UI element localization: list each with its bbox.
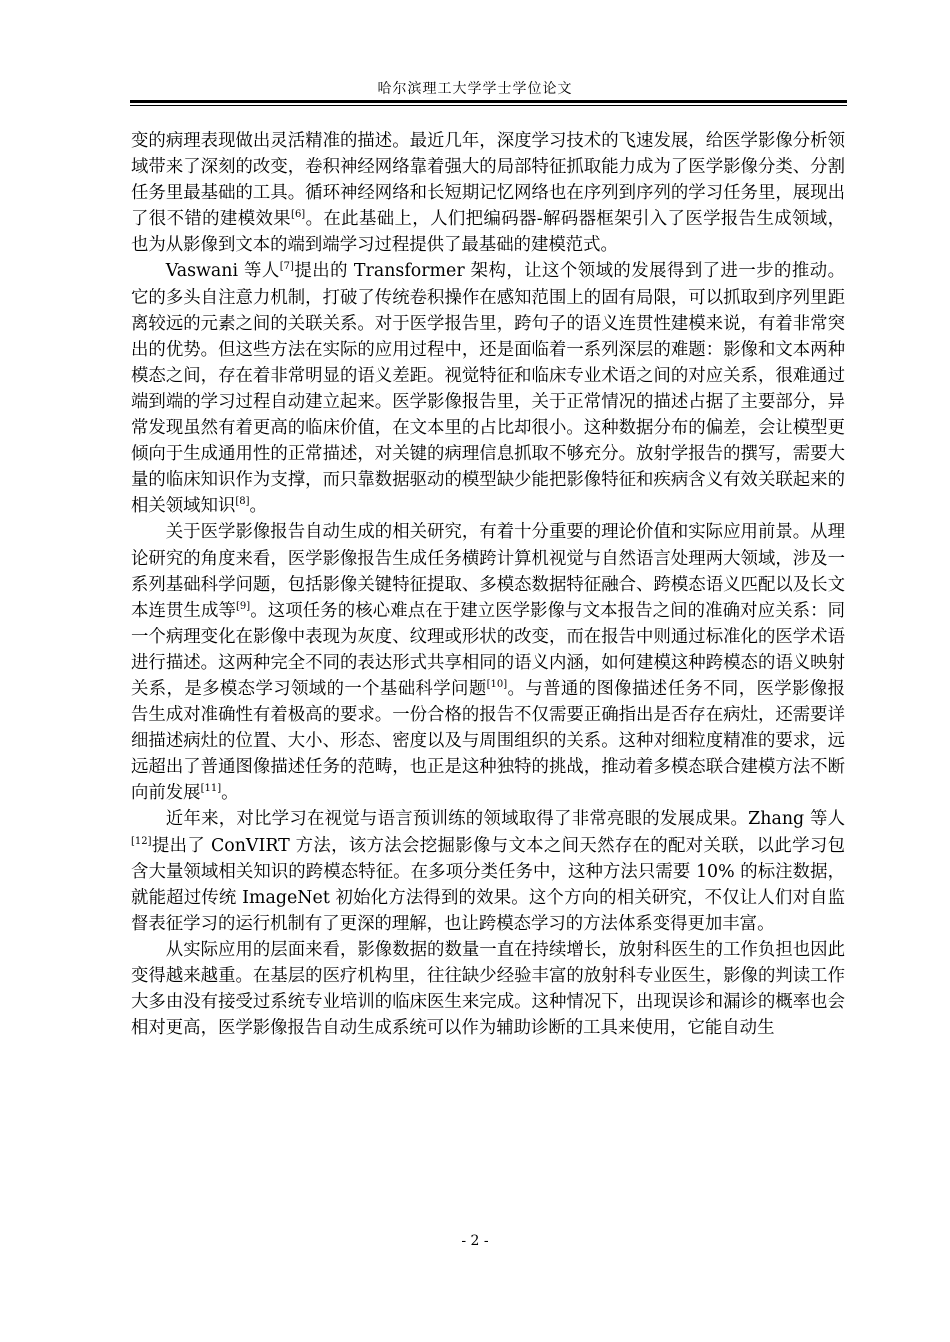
paragraph-text: 。: [221, 783, 239, 804]
paragraph: [131, 806, 845, 936]
paragraph-text: 提出了 ConVIRT 方法，该方法会挖掘影像与文本之间天然存在的配对关联，以此学习包含大量领域相关知识的跨模态特征。在多项分类任务中，这种方法只需要 10% 的标注数据，就能超过传统 ImageNet 初始化方法得到的效果。这个方向的相关研究，不仅让人们对自监督表征学习的运行机制有了更深的理解，也让跨模态学习的方法体系变得更加丰富。: [131, 835, 845, 934]
paragraph: [131, 937, 845, 1041]
header-rule-thick: [130, 100, 847, 103]
paragraph-text: 从实际应用的层面来看，影像数据的数量一直在持续增长，放射科医生的工作负担也因此变得越来越重。在基层的医疗机构里，往往缺少经验丰富的放射科专业医生，影像的判读工作大多由没有接受过系统专业培训的临床医生来完成。这种情况下，出现误诊和漏诊的概率也会相对更高，医学影像报告自动生成系统可以作为辅助诊断的工具来使用，它能自动生: [131, 939, 845, 1039]
paragraph-text: 。在此基础上，人们把编码器-解码器框架引入了医学报告生成领域，也为从影像到文本的端到端学习过程提供了最基础的建模范式。: [131, 209, 845, 256]
paragraph-text: 变的病理表现做出灵活精准的描述。最近几年，深度学习技术的飞速发展，给医学影像分析领域带来了深刻的改变，卷积神经网络靠着强大的局部特征抓取能力成为了医学影像分类、分割任务里最基础的工具。循环神经网络和长短期记忆网络也在序列到序列的学习任务里，展现出了很不错的建模效果: [131, 131, 845, 230]
body-text: [131, 128, 845, 1041]
paragraph: [131, 519, 845, 806]
paragraph-text: Vaswani 等人: [165, 261, 280, 282]
citation-marker: [11]: [200, 783, 222, 795]
paragraph-text: 关于医学影像报告自动生成的相关研究，有着十分重要的理论价值和实际应用前景。从理论研究的角度来看，医学影像报告生成任务横跨计算机视觉与自然语言处理两大领域，涉及一系列基础科学问题，包括影像关键特征提取、多模态数据特征融合、跨模态语义匹配以及长文本连贯生成等: [131, 522, 845, 621]
citation-marker: [7]: [279, 261, 294, 273]
page-number: - 2 -: [461, 1233, 489, 1249]
citation-marker: [9]: [235, 600, 251, 612]
paragraph-text: 近年来，对比学习在视觉与语言预训练的领域取得了非常亮眼的发展成果。Zhang 等人: [165, 809, 845, 830]
paragraph: [131, 258, 845, 519]
paragraph: [131, 128, 845, 258]
running-header: 哈尔滨理工大学学士学位论文: [377, 81, 573, 97]
header-rule-thin: [130, 105, 847, 106]
citation-marker: [8]: [235, 496, 250, 508]
citation-marker: [6]: [291, 209, 306, 221]
paragraph-text: 。与普通的图像描述任务不同，医学影像报告生成对准确性有着极高的要求。一份合格的报告不仅需要正确指出是否存在病灶，还需要详细描述病灶的位置、大小、形态、密度以及与周围组织的关系。这种对细粒度精准的要求，远远超出了普通图像描述任务的范畴，也正是这种独特的挑战，推动着多模态联合建模方法不断向前发展: [131, 678, 845, 804]
paragraph-text: 。这项任务的核心难点在于建立医学影像与文本报告之间的准确对应关系：同一个病理变化在影像中表现为灰度、纹理或形状的改变，而在报告中则通过标准化的医学术语进行描述。这两种完全不同的表达形式共享相同的语义内涵，如何建模这种跨模态的语义映射关系，是多模态学习领域的一个基础科学问题: [131, 600, 845, 699]
citation-marker: [10]: [486, 679, 508, 691]
paragraph-text: 提出的 Transformer 架构，让这个领域的发展得到了进一步的推动。它的多头自注意力机制，打破了传统卷积操作在感知范围上的固有局限，可以抓取到序列里距离较远的元素之间的关联关系。对于医学报告里，跨句子的语义连贯性建模来说，有着非常突出的优势。但这些方法在实际的应用过程中，还是面临着一系列深层的难题：影像和文本两种模态之间，存在着非常明显的语义差距。视觉特征和临床专业术语之间的对应关系，很难通过端到端的学习过程自动建立起来。医学影像报告里，关于正常情况的描述占据了主要部分，异常发现虽然有着更高的临床价值，在文本里的占比却很小。这种数据分布的偏差，会让模型更倾向于生成通用性的正常描述，对关键的病理信息抓取不够充分。放射学报告的撰写，需要大量的临床知识作为支撑，而只靠数据驱动的模型缺少能把影像特征和疾病含义有效关联起来的相关领域知识: [131, 261, 845, 517]
citation-marker: [12]: [131, 835, 152, 847]
paragraph-text: 。: [249, 496, 267, 517]
